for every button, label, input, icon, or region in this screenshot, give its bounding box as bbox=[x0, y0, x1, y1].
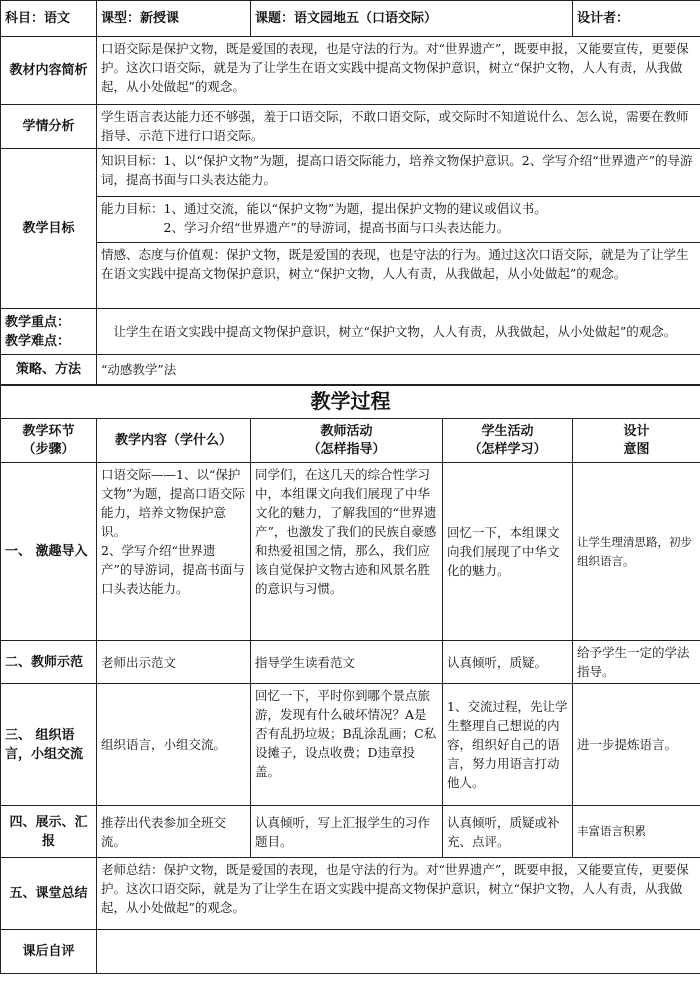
subject-cell: 科目：语文 bbox=[1, 1, 97, 37]
summary-text: 老师总结：保护文物，既是爱国的表现，也是守法的行为。对“世界遗产”，既要申报，又能要宣传，更要保护。这次口语交际，就是为了让学生在语文实践中提高文物保护意识，树立“保护文物，人人有责，从我做起，从小处做起”的观念。 bbox=[97, 858, 700, 930]
step-3-student: 1、交流过程，先让学生整理自己想说的内容，组织好自己的语言，努力用语言打动他人。 bbox=[443, 684, 573, 806]
goals-label: 教学目标 bbox=[1, 149, 97, 309]
goals-ability: 能力目标：1、通过交流，能以“保护文物”为题，提出保护文物的建议或倡议书。 2、学习介绍“世界遗产”的导游词，提高书面与口头表达能力。 bbox=[97, 197, 700, 243]
lesson-type-cell: 课型：新授课 bbox=[97, 1, 251, 37]
step-2-content: 老师出示范文 bbox=[97, 641, 251, 684]
method-label: 策略、方法 bbox=[1, 355, 97, 385]
content-text: 口语交际是保护文物，既是爱国的表现，也是守法的行为。对“世界遗产”，既要申报，又能要宣传，更要保护。这次口语交际，就是为了让学生在语文实践中提高文物保护意识，树立“保护文物，人人有责，从我做起，从小处做起”的观念。 bbox=[97, 37, 700, 105]
step-2-label: 二、教师示范 bbox=[1, 641, 97, 684]
step-1-label: 一、 激趣导入 bbox=[1, 463, 97, 641]
step-3-teacher: 回忆一下，平时你到哪个景点旅游，发现有什么破坏情况？A是否有乱扔垃圾；B乱涂乱画；C私设摊子，设点收费；D违章投盖。 bbox=[251, 684, 443, 806]
step-3-content: 组织语言，小组交流。 bbox=[97, 684, 251, 806]
col-student: 学生活动 （怎样学习） bbox=[443, 419, 573, 463]
analysis-label: 学情分析 bbox=[1, 105, 97, 149]
step-4-label: 四、展示、汇报 bbox=[1, 806, 97, 858]
summary-label: 五、课堂总结 bbox=[1, 858, 97, 930]
step-1-teacher: 同学们，在这几天的综合性学习中，本组课文向我们展现了中华文化的魅力，了解我国的“世界遗产”，也激发了我们的民族自豪感和热爱祖国之情，那么，我们应该自觉保护文物古迹和风景名胜的意识与习惯。 bbox=[251, 463, 443, 641]
col-content: 教学内容（学什么） bbox=[97, 419, 251, 463]
step-4-student: 认真倾听，质疑或补充、点评。 bbox=[443, 806, 573, 858]
col-purpose: 设计 意图 bbox=[573, 419, 700, 463]
review-text[interactable] bbox=[97, 930, 700, 974]
process-title: 教学过程 bbox=[1, 385, 700, 419]
col-teacher: 教师活动 （怎样指导） bbox=[251, 419, 443, 463]
step-2-student: 认真倾听，质疑。 bbox=[443, 641, 573, 684]
step-1-student: 回忆一下，本组课文向我们展现了中华文化的魅力。 bbox=[443, 463, 573, 641]
step-4-content: 推荐出代表参加全班交流。 bbox=[97, 806, 251, 858]
goals-knowledge: 知识目标：1、以“保护文物”为题，提高口语交际能力，培养文物保护意识。2、学写介绍“世界遗产”的导游词，提高书面与口头表达能力。 bbox=[97, 149, 700, 197]
step-3-label: 三、 组织语言，小组交流 bbox=[1, 684, 97, 806]
step-1-purpose: 让学生理清思路，初步组织语言。 bbox=[573, 463, 700, 641]
step-1-content: 口语交际——1、以“保护文物”为题，提高口语交际能力，培养文物保护意识。 2、学写介绍“世界遗产”的导游词，提高书面与口头表达能力。 bbox=[97, 463, 251, 641]
step-3-purpose: 进一步提炼语言。 bbox=[573, 684, 700, 806]
designer-cell: 设计者： bbox=[573, 1, 700, 37]
step-4-purpose: 丰富语言积累 bbox=[573, 806, 700, 858]
analysis-text: 学生语言表达能力还不够强，羞于口语交际，不敢口语交际，或交际时不知道说什么、怎么说，需要在教师指导、示范下进行口语交际。 bbox=[97, 105, 700, 149]
content-label: 教材内容简析 bbox=[1, 37, 97, 105]
review-label: 课后自评 bbox=[1, 930, 97, 974]
step-4-teacher: 认真倾听，写上汇报学生的习作题目。 bbox=[251, 806, 443, 858]
goals-emotion: 情感、态度与价值观：保护文物，既是爱国的表现，也是守法的行为。通过这次口语交际，就是为了让学生在语文实践中提高文物保护意识，树立“保护文物，人人有责，从我做起，从小处做起”的观念。 bbox=[97, 243, 700, 309]
topic-cell: 课题：语文园地五（口语交际） bbox=[251, 1, 573, 37]
step-2-purpose: 给予学生一定的学法指导。 bbox=[573, 641, 700, 684]
method-text: “动感教学”法 bbox=[97, 355, 700, 385]
key-label: 教学重点： 教学难点： bbox=[1, 309, 97, 355]
step-2-teacher: 指导学生读看范文 bbox=[251, 641, 443, 684]
col-step: 教学环节 （步骤） bbox=[1, 419, 97, 463]
key-text: 让学生在语文实践中提高文物保护意识，树立“保护文物，人人有责，从我做起，从小处做起”的观念。 bbox=[97, 309, 700, 355]
